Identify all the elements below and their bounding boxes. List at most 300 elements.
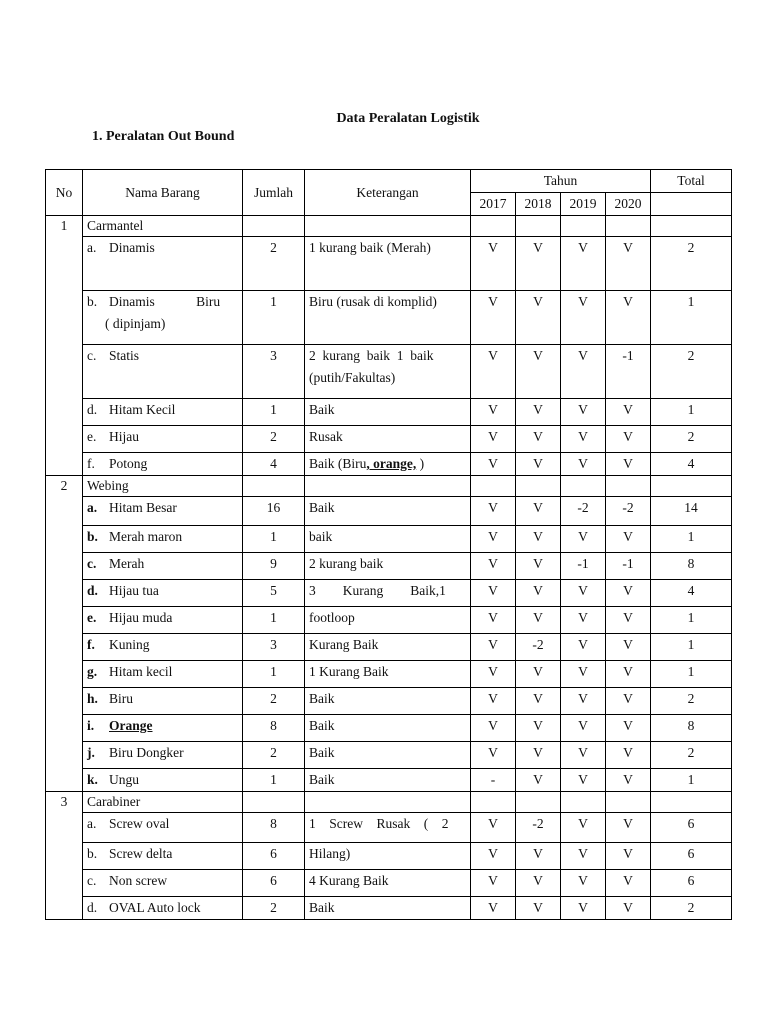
item-keterangan-cell: [305, 870, 471, 897]
item-letter: i.: [87, 718, 95, 733]
table-row: [46, 769, 732, 792]
year-mark-2018: V: [516, 453, 561, 476]
header-jumlah: Jumlah: [243, 170, 305, 216]
item-keterangan-cell: [305, 497, 471, 526]
item-name-cell: [83, 526, 243, 553]
item-letter: d.: [87, 900, 98, 915]
year-mark-2017: V: [471, 688, 516, 715]
item-name-cell: [83, 345, 243, 399]
item-letter: f.: [87, 637, 95, 652]
item-name: Potong: [109, 456, 148, 471]
item-jumlah: 9: [243, 553, 305, 580]
year-mark-2017: V: [471, 399, 516, 426]
item-keterangan: Hilang): [309, 846, 351, 861]
item-name-cell: [83, 426, 243, 453]
year-mark-2020: V: [606, 526, 651, 553]
empty-cell: [606, 216, 651, 237]
item-total: 1: [651, 661, 732, 688]
table-row: [46, 715, 732, 742]
year-mark-2018: V: [516, 688, 561, 715]
group-number: 3: [46, 792, 83, 920]
item-jumlah: 2: [243, 426, 305, 453]
item-letter: h.: [87, 691, 98, 706]
item-letter: c.: [87, 556, 97, 571]
empty-cell: [651, 216, 732, 237]
year-mark-2020: V: [606, 661, 651, 688]
item-letter: b.: [87, 294, 98, 309]
item-keterangan-cell: [305, 688, 471, 715]
item-name: Merah maron: [109, 529, 183, 544]
item-name-cell: [83, 661, 243, 688]
table-row: [46, 497, 732, 526]
item-jumlah: 8: [243, 715, 305, 742]
item-letter: c.: [87, 873, 97, 888]
year-mark-2018: V: [516, 345, 561, 399]
item-keterangan: 1 kurang baik (Merah): [309, 240, 431, 255]
item-keterangan-cell: [305, 769, 471, 792]
year-mark-2019: V: [561, 453, 606, 476]
item-letter: c.: [87, 348, 97, 363]
item-jumlah: 6: [243, 843, 305, 870]
item-keterangan-cell: [305, 580, 471, 607]
item-name: Kuning: [109, 637, 150, 652]
header-nama-barang: Nama Barang: [83, 170, 243, 216]
item-total: 1: [651, 291, 732, 345]
item-keterangan-cell: [305, 526, 471, 553]
item-keterangan: 4 Kurang Baik: [309, 873, 389, 888]
header-total: Total: [651, 170, 732, 193]
table-row: [46, 661, 732, 688]
item-letter: a.: [87, 500, 98, 515]
year-mark-2018: V: [516, 870, 561, 897]
year-mark-2018: V: [516, 426, 561, 453]
empty-cell: [651, 476, 732, 497]
group-name: Carabiner: [83, 792, 243, 813]
item-jumlah: 1: [243, 661, 305, 688]
year-mark-2018: V: [516, 580, 561, 607]
item-keterangan: Rusak: [309, 429, 343, 444]
item-letter: e.: [87, 610, 97, 625]
item-name: Hijau muda: [109, 610, 173, 625]
item-jumlah: 6: [243, 870, 305, 897]
item-total: 6: [651, 813, 732, 843]
item-jumlah: 16: [243, 497, 305, 526]
empty-cell: [516, 792, 561, 813]
year-mark-2020: V: [606, 634, 651, 661]
year-mark-2020: -1: [606, 553, 651, 580]
year-mark-2020: V: [606, 715, 651, 742]
item-name-cell: [83, 742, 243, 769]
year-mark-2019: V: [561, 897, 606, 920]
item-name-cell: [83, 688, 243, 715]
header-no: No: [46, 170, 83, 216]
item-name: Dinamis Biru: [109, 294, 221, 309]
item-jumlah: 2: [243, 688, 305, 715]
item-keterangan: footloop: [309, 610, 355, 625]
item-keterangan-cell: [305, 426, 471, 453]
year-mark-2017: V: [471, 526, 516, 553]
item-name: Biru Dongker: [109, 745, 184, 760]
table-body: [46, 216, 732, 920]
item-keterangan-cell: [305, 897, 471, 920]
item-name: Hitam Besar: [109, 500, 177, 515]
table-row: [46, 688, 732, 715]
table-row: [46, 237, 732, 291]
table-row: [46, 843, 732, 870]
item-total: 8: [651, 553, 732, 580]
table-row: [46, 345, 732, 399]
header-year-2017: 2017: [471, 193, 516, 216]
empty-cell: [561, 476, 606, 497]
item-jumlah: 1: [243, 291, 305, 345]
header-tahun: Tahun: [471, 170, 651, 193]
group-name: Webing: [83, 476, 243, 497]
item-keterangan: Baik: [309, 772, 335, 787]
year-mark-2018: V: [516, 553, 561, 580]
item-keterangan-cell: [305, 742, 471, 769]
item-keterangan: Baik: [309, 718, 335, 733]
item-jumlah: 3: [243, 345, 305, 399]
item-letter: d.: [87, 402, 98, 417]
item-name-cell: [83, 634, 243, 661]
item-name: Hitam Kecil: [109, 402, 176, 417]
year-mark-2020: V: [606, 742, 651, 769]
year-mark-2019: V: [561, 426, 606, 453]
item-keterangan-cell: [305, 607, 471, 634]
year-mark-2017: V: [471, 813, 516, 843]
year-mark-2017: V: [471, 870, 516, 897]
year-mark-2019: V: [561, 769, 606, 792]
empty-cell: [243, 216, 305, 237]
empty-cell: [305, 792, 471, 813]
empty-cell: [243, 476, 305, 497]
item-name: Merah: [109, 556, 145, 571]
year-mark-2017: V: [471, 742, 516, 769]
year-mark-2017: V: [471, 661, 516, 688]
item-name: Screw delta: [109, 846, 173, 861]
item-name-cell: [83, 813, 243, 843]
header-keterangan: Keterangan: [305, 170, 471, 216]
empty-cell: [471, 216, 516, 237]
group-row: [46, 792, 732, 813]
year-mark-2017: V: [471, 291, 516, 345]
year-mark-2017: -: [471, 769, 516, 792]
year-mark-2020: V: [606, 813, 651, 843]
year-mark-2019: V: [561, 291, 606, 345]
item-total: 8: [651, 715, 732, 742]
year-mark-2020: V: [606, 291, 651, 345]
table-row: [46, 813, 732, 843]
item-name: Non screw: [109, 873, 168, 888]
table-row: [46, 526, 732, 553]
year-mark-2019: -2: [561, 497, 606, 526]
year-mark-2017: V: [471, 580, 516, 607]
item-letter: f.: [87, 456, 95, 471]
item-total: 1: [651, 769, 732, 792]
item-total: 2: [651, 688, 732, 715]
item-keterangan: Baik: [309, 900, 335, 915]
item-keterangan: 3 Kurang Baik,1: [309, 583, 446, 598]
year-mark-2020: -1: [606, 345, 651, 399]
year-mark-2020: V: [606, 607, 651, 634]
year-mark-2020: V: [606, 453, 651, 476]
document-title: Data Peralatan Logistik: [336, 111, 480, 126]
table-row: [46, 634, 732, 661]
item-name: Hijau tua: [109, 583, 159, 598]
item-name: Hijau: [109, 429, 139, 444]
table-row: [46, 291, 732, 345]
empty-cell: [516, 216, 561, 237]
item-name-cell: [83, 715, 243, 742]
year-mark-2019: V: [561, 237, 606, 291]
item-total: 2: [651, 345, 732, 399]
table-row: [46, 607, 732, 634]
year-mark-2018: V: [516, 399, 561, 426]
item-name: Screw oval: [109, 816, 170, 831]
year-mark-2018: -2: [516, 813, 561, 843]
item-name-cell: [83, 607, 243, 634]
item-keterangan-cell: [305, 553, 471, 580]
item-keterangan: 1 Screw Rusak ( 2: [309, 816, 449, 831]
item-name-cell: [83, 580, 243, 607]
group-name: Carmantel: [83, 216, 243, 237]
item-keterangan: Baik: [309, 691, 335, 706]
item-jumlah: 2: [243, 897, 305, 920]
item-total: 4: [651, 453, 732, 476]
item-name-cell: [83, 897, 243, 920]
year-mark-2019: V: [561, 399, 606, 426]
item-total: 2: [651, 897, 732, 920]
year-mark-2018: V: [516, 715, 561, 742]
year-mark-2017: V: [471, 426, 516, 453]
year-mark-2020: V: [606, 769, 651, 792]
empty-cell: [561, 216, 606, 237]
item-keterangan-cell: [305, 291, 471, 345]
year-mark-2020: V: [606, 580, 651, 607]
item-jumlah: 1: [243, 526, 305, 553]
year-mark-2017: V: [471, 607, 516, 634]
year-mark-2018: V: [516, 237, 561, 291]
year-mark-2017: V: [471, 497, 516, 526]
item-keterangan-cell: [305, 237, 471, 291]
item-name: Statis: [109, 348, 140, 363]
header-year-2020: 2020: [606, 193, 651, 216]
item-name: Hitam kecil: [109, 664, 173, 679]
year-mark-2019: V: [561, 634, 606, 661]
table-row: [46, 553, 732, 580]
item-keterangan-cell: [305, 399, 471, 426]
item-jumlah: 2: [243, 742, 305, 769]
year-mark-2017: V: [471, 345, 516, 399]
item-letter: j.: [87, 745, 95, 760]
item-keterangan-cell: [305, 843, 471, 870]
item-jumlah: 2: [243, 237, 305, 291]
year-mark-2017: V: [471, 453, 516, 476]
header-total-blank: [651, 193, 732, 216]
item-keterangan: 2 kurang baik 1 baik: [309, 348, 434, 363]
item-total: 1: [651, 607, 732, 634]
year-mark-2019: -1: [561, 553, 606, 580]
year-mark-2017: V: [471, 553, 516, 580]
empty-cell: [606, 792, 651, 813]
item-jumlah: 1: [243, 769, 305, 792]
table-row: [46, 742, 732, 769]
item-name-cell: [83, 291, 243, 345]
equipment-table: [45, 169, 732, 920]
item-letter: b.: [87, 529, 98, 544]
year-mark-2018: V: [516, 843, 561, 870]
item-total: 6: [651, 843, 732, 870]
item-jumlah: 8: [243, 813, 305, 843]
item-total: 2: [651, 426, 732, 453]
header-year-2019: 2019: [561, 193, 606, 216]
year-mark-2020: -2: [606, 497, 651, 526]
year-mark-2020: V: [606, 688, 651, 715]
item-letter: a.: [87, 816, 97, 831]
year-mark-2018: V: [516, 897, 561, 920]
item-keterangan: Baik: [309, 500, 335, 515]
item-keterangan-cell: [305, 634, 471, 661]
item-total: 4: [651, 580, 732, 607]
year-mark-2018: V: [516, 291, 561, 345]
item-keterangan: Baik (Biru: [309, 456, 367, 471]
item-keterangan: Biru (rusak di komplid): [309, 294, 437, 309]
item-name-cell: [83, 843, 243, 870]
year-mark-2018: -2: [516, 634, 561, 661]
item-jumlah: 4: [243, 453, 305, 476]
year-mark-2020: V: [606, 897, 651, 920]
year-mark-2019: V: [561, 661, 606, 688]
group-row: [46, 476, 732, 497]
item-letter: e.: [87, 429, 97, 444]
year-mark-2019: V: [561, 813, 606, 843]
item-keterangan: Kurang Baik: [309, 637, 379, 652]
year-mark-2018: V: [516, 661, 561, 688]
item-name: Orange: [109, 718, 153, 733]
year-mark-2020: V: [606, 870, 651, 897]
table-row: [46, 580, 732, 607]
year-mark-2018: V: [516, 742, 561, 769]
item-name: Ungu: [109, 772, 139, 787]
item-total: 14: [651, 497, 732, 526]
item-letter: b.: [87, 846, 98, 861]
item-total: 6: [651, 870, 732, 897]
year-mark-2017: V: [471, 715, 516, 742]
empty-cell: [305, 216, 471, 237]
item-keterangan-cell: [305, 345, 471, 399]
item-name: Biru: [109, 691, 134, 706]
year-mark-2017: V: [471, 843, 516, 870]
item-keterangan: Baik: [309, 745, 335, 760]
item-name: Dinamis: [109, 240, 155, 255]
year-mark-2020: V: [606, 426, 651, 453]
item-name-cell: [83, 399, 243, 426]
year-mark-2018: V: [516, 769, 561, 792]
table-row: [46, 897, 732, 920]
item-letter: d.: [87, 583, 98, 598]
item-name-cell: [83, 870, 243, 897]
item-keterangan-cell: [305, 813, 471, 843]
item-letter: k.: [87, 772, 98, 787]
item-name-cell: [83, 497, 243, 526]
item-jumlah: 1: [243, 607, 305, 634]
item-name-cell: [83, 453, 243, 476]
year-mark-2018: V: [516, 497, 561, 526]
year-mark-2017: V: [471, 634, 516, 661]
item-letter: a.: [87, 240, 97, 255]
year-mark-2018: V: [516, 526, 561, 553]
item-keterangan-cell: [305, 661, 471, 688]
group-number: 2: [46, 476, 83, 792]
item-keterangan: 2 kurang baik: [309, 556, 384, 571]
item-total: 1: [651, 634, 732, 661]
year-mark-2017: V: [471, 237, 516, 291]
item-total: 1: [651, 399, 732, 426]
table-row: [46, 426, 732, 453]
item-jumlah: 3: [243, 634, 305, 661]
item-name-cell: [83, 553, 243, 580]
empty-cell: [305, 476, 471, 497]
year-mark-2018: V: [516, 607, 561, 634]
year-mark-2019: V: [561, 870, 606, 897]
empty-cell: [471, 476, 516, 497]
item-name-continued: ( dipinjam): [105, 316, 166, 331]
item-name: OVAL Auto lock: [109, 900, 201, 915]
year-mark-2019: V: [561, 526, 606, 553]
section-title: 1. Peralatan Out Bound: [92, 129, 235, 144]
year-mark-2020: V: [606, 843, 651, 870]
item-total: 2: [651, 237, 732, 291]
item-jumlah: 5: [243, 580, 305, 607]
empty-cell: [243, 792, 305, 813]
table-row: [46, 453, 732, 476]
empty-cell: [471, 792, 516, 813]
year-mark-2020: V: [606, 237, 651, 291]
item-keterangan: Baik: [309, 402, 335, 417]
item-name-cell: [83, 237, 243, 291]
item-jumlah: 1: [243, 399, 305, 426]
year-mark-2017: V: [471, 897, 516, 920]
empty-cell: [561, 792, 606, 813]
item-letter: g.: [87, 664, 98, 679]
year-mark-2019: V: [561, 345, 606, 399]
item-keterangan-continued: (putih/Fakultas): [309, 370, 396, 385]
table-row: [46, 870, 732, 897]
item-keterangan-end: ): [416, 456, 425, 471]
item-total: 1: [651, 526, 732, 553]
empty-cell: [516, 476, 561, 497]
item-name-cell: [83, 769, 243, 792]
year-mark-2019: V: [561, 742, 606, 769]
year-mark-2019: V: [561, 843, 606, 870]
year-mark-2019: V: [561, 688, 606, 715]
empty-cell: [606, 476, 651, 497]
item-keterangan-cell: [305, 715, 471, 742]
item-keterangan-cell: [305, 453, 471, 476]
item-keterangan: baik: [309, 529, 333, 544]
item-keterangan: 1 Kurang Baik: [309, 664, 389, 679]
item-keterangan-highlight: , orange,: [366, 456, 417, 471]
empty-cell: [651, 792, 732, 813]
item-total: 2: [651, 742, 732, 769]
year-mark-2019: V: [561, 607, 606, 634]
year-mark-2019: V: [561, 715, 606, 742]
year-mark-2019: V: [561, 580, 606, 607]
header-year-2018: 2018: [516, 193, 561, 216]
year-mark-2020: V: [606, 399, 651, 426]
group-number: 1: [46, 216, 83, 476]
group-row: [46, 216, 732, 237]
